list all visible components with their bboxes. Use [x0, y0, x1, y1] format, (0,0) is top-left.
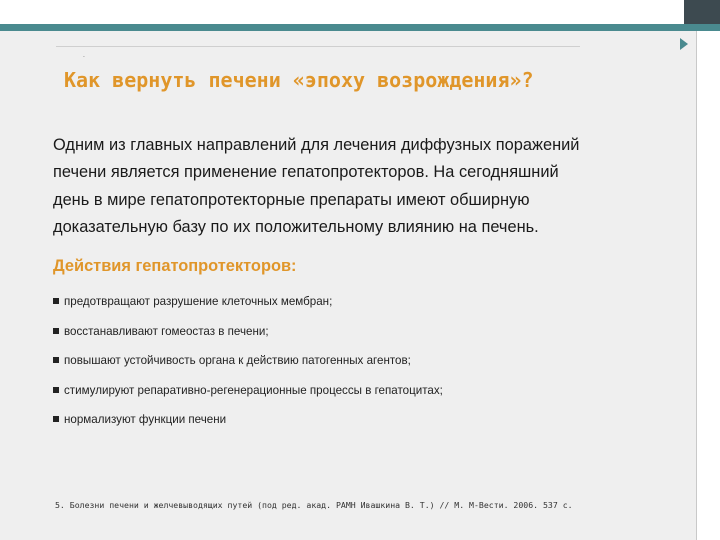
list-item [53, 294, 443, 324]
list-item-text: повышают устойчивость органа к действию патогенных агентов; [64, 354, 411, 367]
square-bullet-icon [53, 357, 59, 363]
intro-line: печени является применение гепатопротекторов. На сегодняшний [53, 163, 559, 182]
actions-heading: Действия гепатопротекторов: [53, 257, 297, 275]
right-strip-border [696, 31, 697, 540]
square-bullet-icon [53, 416, 59, 422]
square-bullet-icon [53, 328, 59, 334]
list-item [53, 324, 443, 354]
title-divider [56, 46, 580, 47]
list-item-text: предотвращают разрушение клеточных мембран; [64, 295, 333, 308]
intro-line: доказательную базу по их положительному влиянию на печень. [53, 217, 539, 236]
reference-footnote: 5. Болезни печени и желчевыводящих путей (под ред. акад. РАМН Ивашкина В. Т.) // М. М-Вести. 2006. 537 с. [55, 500, 573, 510]
list-item [53, 383, 443, 413]
list-item-text: стимулируют репаративно-регенерационные процессы в гепатоцитах; [64, 383, 443, 397]
square-bullet-icon [53, 387, 59, 393]
right-side-strip [696, 31, 720, 540]
intro-line: Одним из главных направлений для лечения диффузных поражений [53, 136, 580, 154]
list-item-text: нормализуют функции печени [64, 413, 227, 426]
header-accent-line [0, 24, 720, 31]
top-band [0, 0, 720, 24]
list-item [53, 412, 443, 442]
slide-title: Как вернуть печени «эпоху возрождения»? [64, 68, 534, 92]
actions-list [53, 294, 443, 442]
square-bullet-icon [53, 298, 59, 304]
decorative-dot: . [83, 52, 85, 59]
intro-line: день в мире гепатопротекторные препараты имеют обширную [53, 190, 530, 209]
top-right-block [684, 0, 720, 24]
list-item [53, 353, 443, 383]
list-item-text: восстанавливают гомеостаз в печени; [64, 324, 269, 338]
triangle-right-icon [680, 38, 688, 50]
intro-paragraph [53, 132, 693, 241]
